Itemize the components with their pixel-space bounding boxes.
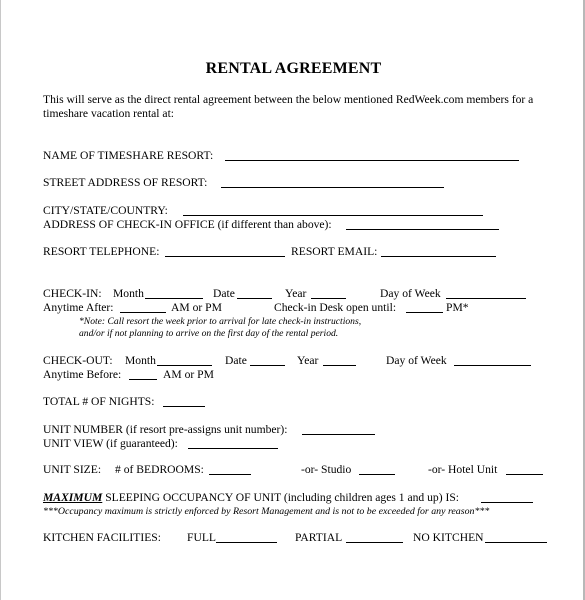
occupancy-note: ***Occupancy maximum is strictly enforced by Resort Management and is not to be exceeded for any reason***: [43, 506, 490, 517]
kitchen-full-label: FULL: [187, 531, 216, 544]
street-address-label: STREET ADDRESS OF RESORT:: [43, 176, 208, 189]
checkin-note-2: and/or if not planning to arrive on the first day of the rental period.: [79, 328, 339, 339]
checkout-month-field[interactable]: [157, 365, 212, 366]
checkout-month-label: Month: [125, 354, 156, 367]
checkout-date-label: Date: [225, 354, 247, 367]
checkin-day-field[interactable]: [446, 298, 526, 299]
checkout-year-label: Year: [297, 354, 319, 367]
kitchen-full-field[interactable]: [216, 542, 277, 543]
resort-email-label: RESORT EMAIL:: [291, 245, 378, 258]
anytime-after-field[interactable]: [120, 312, 166, 313]
checkin-date-label: Date: [213, 287, 235, 300]
intro-line-1: This will serve as the direct rental agreement between the below mentioned RedWeek.com members for a: [43, 93, 534, 106]
studio-label: -or- Studio: [301, 463, 352, 476]
checkin-office-label: ADDRESS OF CHECK-IN OFFICE (if different than above):: [43, 218, 332, 231]
anytime-before-field[interactable]: [129, 379, 157, 380]
checkout-day-label: Day of Week: [386, 354, 447, 367]
city-state-country-label: CITY/STATE/COUNTRY:: [43, 204, 168, 217]
document-title: RENTAL AGREEMENT: [205, 60, 382, 77]
occupancy-label: SLEEPING OCCUPANCY OF UNIT (including children ages 1 and up) IS:: [105, 491, 459, 504]
resort-telephone-label: RESORT TELEPHONE:: [43, 245, 160, 258]
desk-pm-label: PM*: [446, 301, 469, 314]
resort-name-label: NAME OF TIMESHARE RESORT:: [43, 149, 214, 162]
checkin-year-field[interactable]: [311, 298, 346, 299]
anytime-after-label: Anytime After:: [43, 301, 114, 314]
checkout-am-pm: AM or PM: [163, 368, 214, 381]
checkin-label: CHECK-IN:: [43, 287, 102, 300]
checkin-month-field[interactable]: [145, 298, 203, 299]
bedrooms-label: # of BEDROOMS:: [115, 463, 204, 476]
resort-telephone-field[interactable]: [165, 256, 285, 257]
kitchen-label: KITCHEN FACILITIES:: [43, 531, 161, 544]
checkout-year-field[interactable]: [323, 365, 356, 366]
unit-number-label: UNIT NUMBER (if resort pre-assigns unit number):: [43, 423, 288, 436]
checkout-day-field[interactable]: [454, 365, 531, 366]
city-state-country-field[interactable]: [183, 215, 483, 216]
total-nights-field[interactable]: [163, 406, 205, 407]
hotel-unit-label: -or- Hotel Unit: [428, 463, 498, 476]
unit-number-field[interactable]: [302, 434, 375, 435]
checkout-label: CHECK-OUT:: [43, 354, 113, 367]
bedrooms-field[interactable]: [209, 474, 251, 475]
unit-size-label: UNIT SIZE:: [43, 463, 102, 476]
unit-view-label: UNIT VIEW (if guaranteed):: [43, 437, 178, 450]
occupancy-field[interactable]: [481, 502, 533, 503]
checkin-day-label: Day of Week: [380, 287, 441, 300]
anytime-before-label: Anytime Before:: [43, 368, 122, 381]
checkin-note-1: *Note: Call resort the week prior to arrival for late check-in instructions,: [79, 316, 362, 327]
intro-line-2: timeshare vacation rental at:: [43, 107, 175, 120]
no-kitchen-field[interactable]: [485, 542, 547, 543]
kitchen-partial-label: PARTIAL: [295, 531, 343, 544]
checkin-date-field[interactable]: [237, 298, 272, 299]
hotel-unit-field[interactable]: [506, 474, 543, 475]
resort-email-field[interactable]: [381, 256, 496, 257]
checkin-year-label: Year: [285, 287, 307, 300]
kitchen-partial-field[interactable]: [346, 542, 403, 543]
street-address-field[interactable]: [221, 187, 444, 188]
checkin-month-label: Month: [113, 287, 144, 300]
occupancy-line: [43, 491, 459, 505]
total-nights-label: TOTAL # OF NIGHTS:: [43, 395, 155, 408]
desk-open-label: Check-in Desk open until:: [274, 301, 397, 314]
unit-view-field[interactable]: [188, 448, 278, 449]
checkin-am-pm: AM or PM: [171, 301, 222, 314]
studio-field[interactable]: [359, 474, 395, 475]
desk-open-field[interactable]: [406, 312, 443, 313]
resort-name-field[interactable]: [225, 160, 519, 161]
no-kitchen-label: NO KITCHEN: [413, 531, 484, 544]
checkin-office-field[interactable]: [346, 229, 499, 230]
maximum-label: MAXIMUM: [43, 491, 103, 504]
checkout-date-field[interactable]: [250, 365, 285, 366]
